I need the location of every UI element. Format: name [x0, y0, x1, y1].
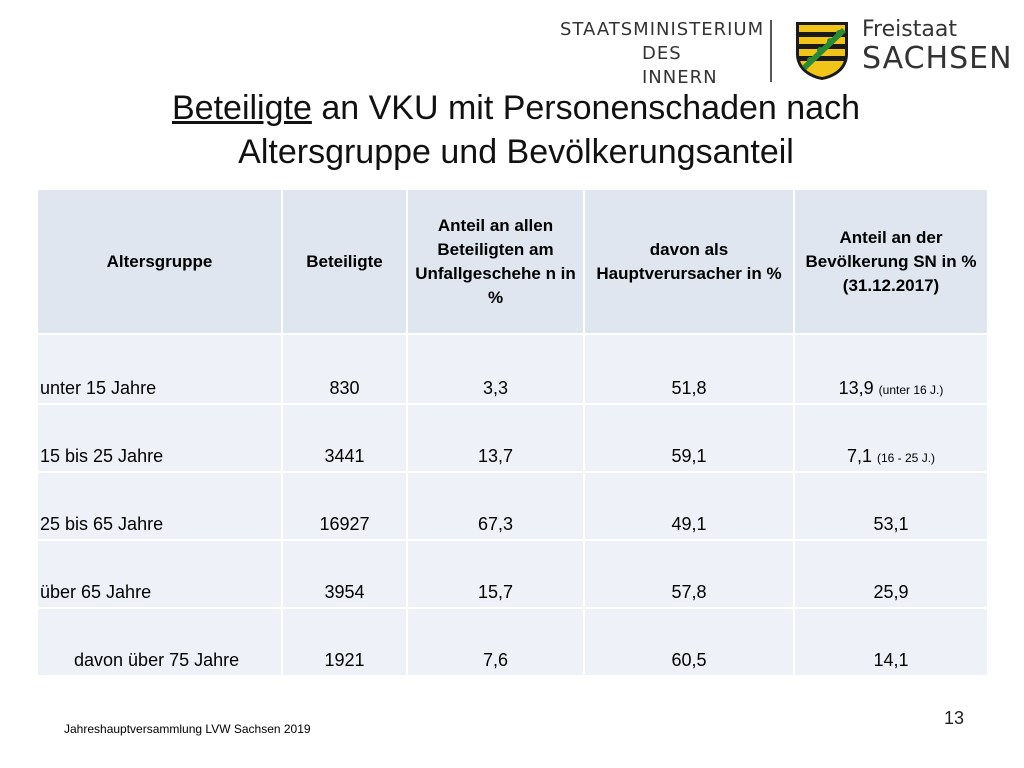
table-row	[38, 403, 987, 471]
cell-age-group: 25 bis 65 Jahre	[38, 471, 281, 539]
state-line-2: SACHSEN	[862, 41, 1013, 76]
cell-participants: 1921	[283, 607, 406, 675]
logo-divider	[770, 20, 772, 82]
header-age-group: Altersgruppe	[38, 190, 281, 333]
cell-participants: 3441	[283, 403, 406, 471]
population-value: 7,1	[846, 446, 872, 466]
cell-age-group: über 65 Jahre	[38, 539, 281, 607]
cell-share: 3,3	[408, 333, 583, 403]
cell-main-cause: 59,1	[585, 403, 793, 471]
population-value: 53,1	[873, 514, 909, 534]
ministry-name	[560, 18, 765, 90]
cell-participants: 16927	[283, 471, 406, 539]
state-name	[862, 18, 1013, 76]
page-title	[60, 86, 972, 174]
ministry-line-2: DES INNERN	[642, 43, 718, 88]
ministry-line-1: STAATSMINISTERIUM	[560, 19, 765, 40]
cell-share: 7,6	[408, 607, 583, 675]
cell-population	[795, 539, 987, 607]
title-line-2: Altersgruppe und Bevölkerungsanteil	[238, 133, 794, 171]
population-value: 25,9	[873, 582, 909, 602]
cell-age-group: unter 15 Jahre	[38, 333, 281, 403]
cell-participants: 830	[283, 333, 406, 403]
footer-text: Jahreshauptversammlung LVW Sachsen 2019	[64, 722, 311, 736]
header-participants: Beteiligte	[283, 190, 406, 333]
cell-main-cause: 57,8	[585, 539, 793, 607]
title-underlined: Beteiligte	[172, 89, 312, 127]
cell-main-cause: 51,8	[585, 333, 793, 403]
cell-population	[795, 403, 987, 471]
state-line-1: Freistaat	[862, 17, 957, 42]
population-note: (unter 16 J.)	[878, 383, 944, 397]
population-value: 14,1	[873, 650, 909, 670]
cell-share: 15,7	[408, 539, 583, 607]
cell-age-group: davon über 75 Jahre	[38, 607, 281, 675]
table-row	[38, 539, 987, 607]
header-main-cause: davon als Hauptverursacher in %	[585, 190, 793, 333]
cell-age-group: 15 bis 25 Jahre	[38, 403, 281, 471]
cell-population	[795, 471, 987, 539]
table-header-row	[38, 190, 987, 333]
cell-population	[795, 607, 987, 675]
population-note: (16 - 25 J.)	[877, 451, 936, 465]
cell-main-cause: 60,5	[585, 607, 793, 675]
page-number: 13	[944, 708, 965, 728]
table-row	[38, 471, 987, 539]
saxony-crest-icon	[794, 20, 850, 82]
header-share: Anteil an allen Beteiligten am Unfallgeschehe n in %	[408, 190, 583, 333]
table-row	[38, 333, 987, 403]
cell-participants: 3954	[283, 539, 406, 607]
table-row	[38, 607, 987, 675]
cell-population	[795, 333, 987, 403]
statistics-table	[36, 190, 989, 675]
cell-main-cause: 49,1	[585, 471, 793, 539]
cell-share: 13,7	[408, 403, 583, 471]
population-value: 13,9	[838, 378, 874, 398]
title-line-1-rest: an VKU mit Personenschaden nach	[311, 89, 860, 127]
header-population: Anteil an der Bevölkerung SN in % (31.12.2017)	[795, 190, 987, 333]
cell-share: 67,3	[408, 471, 583, 539]
